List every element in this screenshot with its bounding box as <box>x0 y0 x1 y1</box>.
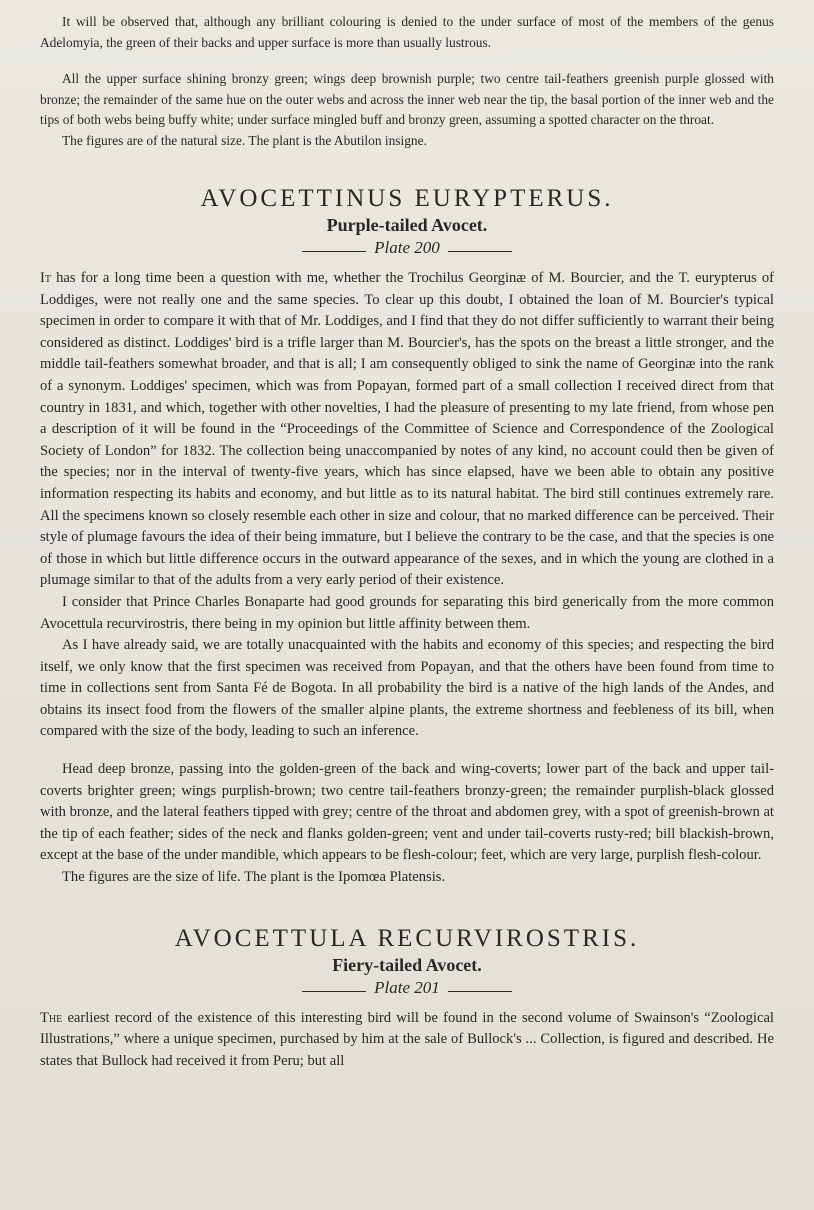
section-2-paragraph-1 <box>40 1008 774 1073</box>
section-2-dropcap: The <box>40 1009 63 1026</box>
intro-paragraph-3: The figures are of the natural size. The plant is the Abutilon insigne. <box>62 132 427 148</box>
plate-rule-left <box>302 991 366 992</box>
plate-rule-right <box>448 991 512 992</box>
section-2-title: AVOCETTULA RECURVIROSTRIS. <box>174 924 640 952</box>
section-1-plate-label: Plate 200 <box>374 238 440 257</box>
section-1-description: Head deep bronze, passing into the golden-green of the back and wing-coverts; lower part of the back and upper tail-coverts brighter green; wings purplish-brown; two centre tail-feathers bronzy-green; the remainder purplish-black glossed with bronze, and the lateral feathers tipped with grey; centre of the throat and abdomen grey, with a spot of greenish-brown at the tip of each feather; sides of the neck and flanks golden-green; vent and under tail-coverts rusty-red; bill blackish-brown, except at the base of the under mandible, which appears to be flesh-colour; feet, which are very large, purplish flesh-colour. <box>40 761 774 864</box>
section-1-paragraph-2: I consider that Prince Charles Bonaparte had good grounds for separating this bird generically from the more common Avocettula recurvirostris, there being in my opinion but little affinity between them. <box>40 593 774 632</box>
section-2-subtitle: Fiery-tailed Avocet. <box>332 954 482 975</box>
section-2-paragraph-1-text: earliest record of the existence of this interesting bird will be found in the second volume of Swainson's “Zoological Illustrations,” where a unique specimen, purchased by him at the sale of Bullock's ... Collection, is figured and described. He states that Bullock had received it from Peru; but all <box>40 1009 774 1069</box>
section-1-figures-note: The figures are the size of life. The plant is the Ipomœa Platensis. <box>62 869 446 886</box>
plate-rule-left <box>302 251 366 252</box>
intro-block <box>40 12 774 151</box>
section-2-plate-label: Plate 201 <box>374 977 440 997</box>
intro-paragraph-1: It will be observed that, although any brilliant colouring is denied to the under surface of most of the members of the genus Adelomyia, the green of their backs and upper surface is more than usually lustrous. <box>40 14 774 50</box>
section-1-paragraph-1 <box>40 268 774 592</box>
section-2-plate <box>40 978 774 998</box>
section-1-title: AVOCETTINUS EURYPTERUS. <box>200 185 614 212</box>
section-1-paragraph-3: As I have already said, we are totally unacquainted with the habits and economy of this species; and respecting the bird itself, we only know that the first specimen was received from Popayan, and that the others have been found from time to time in collections sent from Santa Fé de Bogota. In all probability the bird is a native of the high lands of the Andes, and obtains its insect food from the flowers of the smaller alpine plants, the extreme shortness and feebleness of its bill, when compared with the size of the body, leading to such an inference. <box>40 637 774 740</box>
intro-paragraph-2: All the upper surface shining bronzy green; wings deep brownish purple; two centre tail-feathers greenish purple glossed with bronze; the remainder of the same hue on the outer webs and across the inner web near the tip, the basal portion of the inner web and the tips of both webs being buffy white; under surface mingled buff and bronzy green, assuming a spotted character on the throat. <box>40 71 774 127</box>
plate-rule-right <box>448 251 512 252</box>
section-1-paragraph-1-text: has for a long time been a question with me, whether the Trochilus Georginæ of M. Bourcier, and the T. eurypterus of Loddiges, were not really one and the same species. To clear up this doubt, I obtained the loan of M. Bourcier's typical specimen in order to compare it with that of Mr. Loddiges, and I find that they do not differ sufficiently to warrant their being considered as distinct. Loddiges' bird is a trifle larger than M. Bourcier's, has the spots on the breast a little stronger, and the middle tail-feathers somewhat broader, and that is all; I am consequently obliged to sink the name of Georginæ into the rank of a synonym. Loddiges' specimen, which was from Popayan, formed part of a small collection I received direct from that country in 1831, and which, together with other novelties, I had the pleasure of presenting to my late friend, from whose pen a description of it will be found in the “Proceedings of the Committee of Science and Correspondence of the Zoological Society of London” for 1832. The collection being unaccompanied by notes of any kind, no account could then be given of the species; nor in the interval of twenty-five years, which has since elapsed, have we been able to obtain any positive information respecting its habits and economy, and but little as to its natural habitat. The bird still continues extremely rare. All the specimens known so closely resemble each other in size and colour, that no marked difference can be perceived. Their style of plumage favours the idea of their being immature, but I believe the contrary to be the case, and that the species is one of those in which but little difference occurs in the outward appearance of the sexes, and in which the young are clothed in a plumage similar to that of the adults from a very early period of their existence. <box>40 270 774 589</box>
section-1-subtitle: Purple-tailed Avocet. <box>326 215 488 235</box>
section-1-plate <box>40 238 774 258</box>
section-1-dropcap: It <box>40 270 51 286</box>
